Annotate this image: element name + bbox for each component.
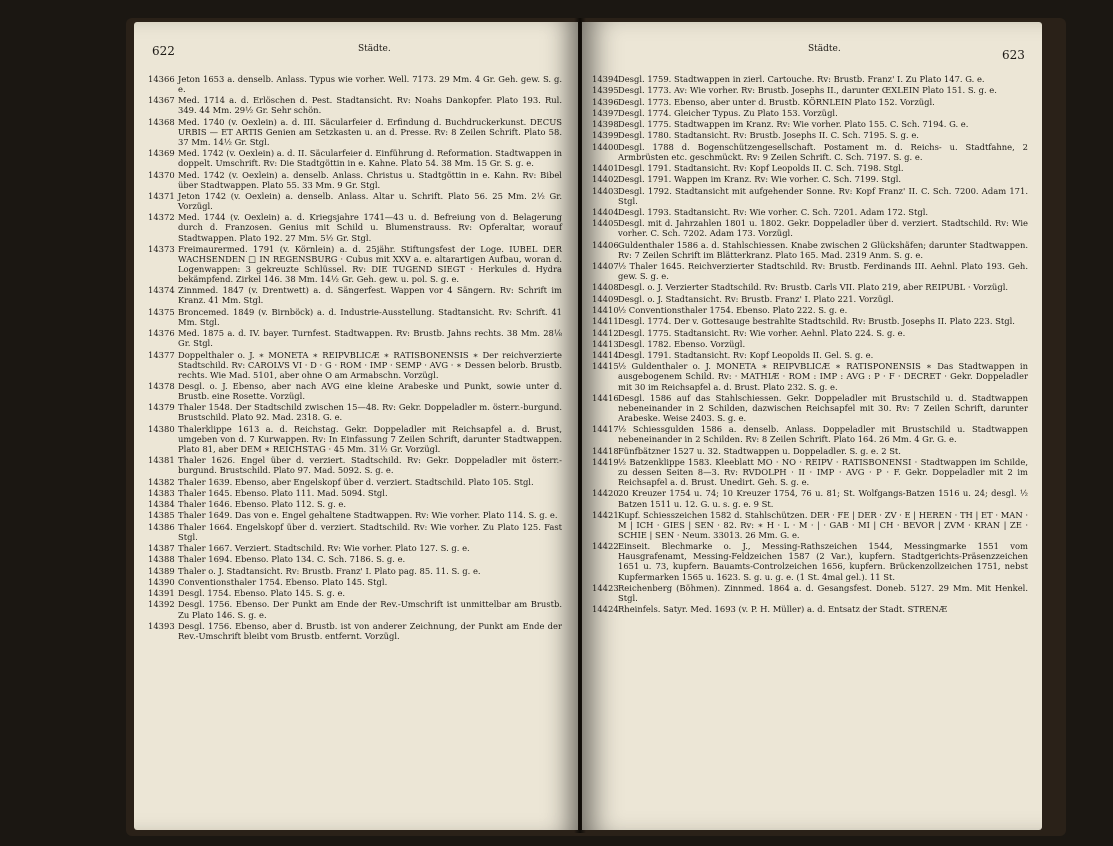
- catalog-entry: [148, 328, 562, 348]
- entry-text: Desgl. 1774. Gleicher Typus. Zu Plato 153. Vorzügl.: [618, 107, 838, 118]
- entry-text: Thaler 1694. Ebenso. Plato 134. C. Sch. 7186. S. g. e.: [178, 554, 406, 565]
- entry-text: Desgl. 1792. Stadtansicht mit aufgehender Sonne. Rv: Kopf Franz' II. C. Sch. 7200. Adam 171. Stgl.: [618, 185, 1028, 206]
- right-page: [582, 22, 1042, 830]
- entry-text: Desgl. 1756. Ebenso, aber d. Brustb. ist von anderer Zeichnung, der Punkt am Ende der Rev.-Umschrift bleibt vom Brustb. entfernt. Vorzügl.: [178, 620, 562, 641]
- entry-text: Desgl. 1759. Stadtwappen in zierl. Cartouche. Rv: Brustb. Franz' I. Zu Plato 147. G. e.: [618, 74, 985, 84]
- entry-number: 14404: [592, 207, 619, 217]
- entry-number: 14390: [148, 576, 175, 587]
- entry-text: Jeton 1653 a. denselb. Anlass. Typus wie vorher. Well. 7173. 29 Mm. 4 Gr. Geh. gew. S. g. e.: [178, 74, 562, 95]
- entry-text: Desgl. 1586 auf das Stahlschiessen. Gekr. Doppeladler mit Brustschild u. d. Stadtwappen nebeneinander in 2 Schilden, dazwischen Reichsapfel mit 30. Rv: 7 Zeilen Schrift, darunter Arabeske. Weise 2403. S. g. e.: [618, 392, 1028, 424]
- entry-number: 14413: [592, 338, 619, 349]
- entry-text: Conventionsthaler 1754. Ebenso. Plato 145. Stgl.: [178, 576, 388, 587]
- page-number: 622: [152, 44, 175, 58]
- entry-text: Freimaurermed. 1791 (v. Körnlein) a. d. 25jähr. Stiftungsfest der Loge. IUBEL DER WACHSENDEN □ IN REGENSBURG · Cubus mit XXV a. e. altarartigen Aufbau, woran d. Logenwappen: 3 gekreuzte Schlüssel. Rv: DIE TUGEND SIEGT · Herkules d. Hydra bekämpfend. Zirkel 146. 38 Mm. 14½ Gr. Geh. gew. u. pol. S. g. e.: [178, 243, 562, 285]
- catalog-entry: [148, 244, 562, 284]
- entry-text: Desgl. 1780. Stadtansicht. Rv: Brustb. Josephs II. C. Sch. 7195. S. g. e.: [618, 130, 919, 141]
- catalog-entry: [592, 186, 1028, 206]
- entry-number: 14411: [592, 316, 619, 327]
- entry-number: 14417: [592, 424, 619, 435]
- catalog-entry: [148, 307, 562, 327]
- entry-text: Med. 1744 (v. Oexlein) a. d. Kriegsjahre 1741—43 u. d. Befreiung von d. Belagerung durch d. Franzosen. Genius mit Schild u. Blumenstrauss. Rv: Opferaltar, worauf Stadtwappen. Plato 192. 27 Mm. 5½ Gr. Stgl.: [178, 212, 562, 243]
- entry-text: Thaler 1626. Engel über d. verziert. Stadtschild. Rv: Gekr. Doppeladler mit österr.-burgund. Brustschild. Plato 97. Mad. 5092. S. g. e.: [178, 455, 562, 476]
- catalog-entry: [148, 510, 562, 520]
- catalog-entry: [592, 328, 1028, 338]
- entry-text: Zinnmed. 1847 (v. Drentwett) a. d. Sängerfest. Wappen vor 4 Sängern. Rv: Schrift im Kranz. 41 Mm. Stgl.: [178, 285, 562, 306]
- entry-text: Desgl. 1775. Stadtansicht. Rv: Wie vorher. Aehnl. Plato 224. S. g. e.: [618, 327, 906, 338]
- entry-number: 14424: [592, 604, 619, 615]
- catalog-entry: [592, 119, 1028, 129]
- catalog-entry: [592, 583, 1028, 603]
- running-head: Städte.: [808, 44, 841, 54]
- entry-number: 14382: [148, 476, 175, 487]
- catalog-entry: [592, 393, 1028, 423]
- entry-text: Desgl. o. J. Stadtansicht. Rv: Brustb. Franz' I. Plato 221. Vorzügl.: [618, 293, 894, 304]
- catalog-entry: [592, 174, 1028, 184]
- entry-number: 14389: [148, 565, 175, 576]
- entry-text: Desgl. 1788 d. Bogenschützengesellschaft. Postament m. d. Reichs- u. Stadtfahne, 2 Armbrüsten etc. geschmückt. Rv: 9 Zeilen Schrift. C. Sch. 7197. S. g. e.: [618, 141, 1028, 162]
- entry-number: 14397: [592, 107, 619, 118]
- entry-number: 14419: [592, 456, 619, 467]
- entry-text: Thaler 1639. Ebenso, aber Engelskopf über d. verziert. Stadtschild. Plato 105. Stgl.: [178, 476, 534, 487]
- entry-number: 14375: [148, 306, 175, 317]
- entry-number: 14399: [592, 130, 619, 141]
- catalog-entry: [148, 566, 562, 576]
- entry-text: Med. 1742 (v. Oexlein) a. denselb. Anlass. Christus u. Stadtgöttin in e. Kahn. Rv: Bibel über Stadtwappen. Plato 55. 33 Mm. 9 Gr. Stgl.: [178, 169, 562, 190]
- entry-text: Thaler o. J. Stadtansicht. Rv: Brustb. Franz' I. Plato pag. 85. 11. S. g. e.: [178, 565, 481, 576]
- catalog-entry: [592, 294, 1028, 304]
- entry-number: 14395: [592, 85, 619, 96]
- catalog-entry: [592, 424, 1028, 444]
- entry-text: Desgl. mit d. Jahrzahlen 1801 u. 1802. Gekr. Doppeladler über d. verziert. Stadtschild. Rv: Wie vorher. C. Sch. 7202. Adam 173. Vorzügl.: [618, 218, 1028, 239]
- entry-text: ½ Thaler 1645. Reichverzierter Stadtschild. Rv: Brustb. Ferdinands III. Aehnl. Plato 193. Geh. gew. S. g. e.: [618, 261, 1028, 282]
- entry-text: Einseit. Blechmarke o. J., Messing-Rathszeichen 1544, Messingmarke 1551 vom Hausgrafenamt, Messing-Feldzeichen 1587 (2 Var.), kupfern. Stadtgerichts-Präsenzzeichen 1651 u. 73, kupfern. Bauamts-Controlzeichen 1656, kupfern. Brückenzollzeichen 1751, nebst Kupfermarken 1565 u. 1623. S. g. u. g. e. (1 St. 4mal gel.). 11 St.: [618, 541, 1028, 582]
- entry-number: 14400: [592, 141, 619, 152]
- entry-number: 14410: [592, 304, 619, 315]
- entry-number: 14401: [592, 163, 619, 174]
- entry-number: 14374: [148, 285, 175, 296]
- catalog-entry: [148, 455, 562, 475]
- entry-text: Fünfbätzner 1527 u. 32. Stadtwappen u. Doppeladler. S. g. e. 2 St.: [618, 445, 901, 456]
- entry-text: Thaler 1646. Ebenso. Plato 112. S. g. e.: [178, 499, 347, 510]
- entry-number: 14391: [148, 588, 175, 599]
- catalog-entry: [148, 148, 562, 168]
- entry-text: ½ Batzenklippe 1583. Kleeblatt MO · NO · REIPV · RATISBONENSI · Stadtwappen im Schilde, zu dessen Seiten 8—3. Rv: RVDOLPH · II · IMP · AVG · P · F. Gekr. Doppeladler mit 2 im Reichsapfel a. d. Brust. Unedirt. Geh. S. g. e.: [618, 456, 1028, 488]
- catalog-entry: [148, 599, 562, 619]
- entry-text: Rheinfels. Satyr. Med. 1693 (v. P. H. Müller) a. d. Entsatz der Stadt. STRENÆ: [618, 604, 948, 615]
- catalog-entry: [592, 130, 1028, 140]
- entry-number: 14373: [148, 243, 175, 254]
- catalog-entry: [592, 142, 1028, 162]
- entry-number: 14406: [592, 239, 619, 250]
- entry-number: 14381: [148, 455, 175, 466]
- catalog-entry: [148, 554, 562, 564]
- catalog-entry: [148, 191, 562, 211]
- entry-number: 14394: [592, 74, 619, 84]
- catalog-entry: [592, 261, 1028, 281]
- entry-number: 14412: [592, 327, 619, 338]
- entry-text: Thaler 1645. Ebenso. Plato 111. Mad. 5094. Stgl.: [178, 487, 388, 498]
- entry-number: 14420: [592, 488, 619, 499]
- entry-number: 14383: [148, 487, 175, 498]
- catalog-entry: [592, 316, 1028, 326]
- entry-number: 14386: [148, 521, 175, 532]
- entry-number: 14388: [148, 554, 175, 565]
- entry-text: Med. 1740 (v. Oexlein) a. d. III. Säcularfeier d. Erfindung d. Buchdruckerkunst. DECUS URBIS — ET ARTIS Genien am Setzkasten u. an d. Presse. Rv: 8 Zeilen Schrift. Plato 58. 37 Mm. 14½ Gr. Stgl.: [178, 116, 562, 147]
- running-head: Städte.: [358, 44, 391, 54]
- entry-number: 14409: [592, 293, 619, 304]
- entry-number: 14367: [148, 95, 175, 106]
- catalog-entry: [148, 350, 562, 380]
- entry-number: 14414: [592, 350, 619, 361]
- entry-number: 14398: [592, 119, 619, 130]
- catalog-entry: [148, 381, 562, 401]
- entry-number: 14393: [148, 620, 175, 631]
- page-number: 623: [1002, 48, 1025, 62]
- entry-text: Desgl. o. J. Ebenso, aber nach AVG eine kleine Arabeske und Punkt, sowie unter d. Brustb. eine Rosette. Vorzügl.: [178, 380, 562, 402]
- entry-number: 14422: [592, 541, 619, 552]
- entry-number: 14418: [592, 445, 619, 456]
- catalog-entry: [592, 218, 1028, 238]
- entry-number: 14403: [592, 185, 619, 196]
- catalog-entry: [592, 604, 1028, 614]
- entry-text: Jeton 1742 (v. Oexlein) a. denselb. Anlass. Altar u. Schrift. Plato 56. 25 Mm. 2½ Gr. Vorzügl.: [178, 190, 562, 212]
- catalog-entry: [592, 240, 1028, 260]
- entry-number: 14377: [148, 349, 175, 360]
- catalog-entry: [592, 488, 1028, 508]
- entry-text: Desgl. 1791. Stadtansicht. Rv: Kopf Leopolds II. C. Sch. 7198. Stgl.: [618, 163, 904, 174]
- catalog-entry: [592, 282, 1028, 292]
- entry-number: 14385: [148, 510, 175, 521]
- entry-number: 14371: [148, 190, 175, 201]
- catalog-entry: [592, 74, 1028, 84]
- entry-number: 14366: [148, 74, 175, 84]
- catalog-entry: [592, 108, 1028, 118]
- catalog-entry: [592, 446, 1028, 456]
- entry-number: 14416: [592, 392, 619, 403]
- catalog-entry: [592, 85, 1028, 95]
- entry-number: 14368: [148, 116, 175, 127]
- entry-text: Thaler 1664. Engelskopf über d. verziert. Stadtschild. Rv: Wie vorher. Zu Plato 125. Fast Stgl.: [178, 521, 562, 542]
- entry-number: 14405: [592, 218, 619, 229]
- entry-text: Desgl. 1782. Ebenso. Vorzügl.: [618, 338, 746, 349]
- catalog-entry: [148, 488, 562, 498]
- entry-number: 14387: [148, 543, 175, 554]
- catalog-entry: [148, 170, 562, 190]
- entry-text: Desgl. 1791. Wappen im Kranz. Rv: Wie vorher. C. Sch. 7199. Stgl.: [618, 174, 902, 185]
- entry-number: 14392: [148, 599, 175, 610]
- entry-number: 14415: [592, 361, 619, 372]
- catalog-entry: [148, 117, 562, 147]
- catalog-entry: [592, 361, 1028, 391]
- left-page: [134, 22, 578, 830]
- entry-text: Med. 1875 a. d. IV. bayer. Turnfest. Stadtwappen. Rv: Brustb. Jahns rechts. 38 Mm. 28⅛ Gr. Stgl.: [178, 328, 562, 349]
- entry-text: Reichenberg (Böhmen). Zinnmed. 1864 a. d. Gesangsfest. Doneb. 5127. 29 Mm. Mit Henkel. Stgl.: [618, 582, 1028, 603]
- entry-text: Desgl. 1791. Stadtansicht. Rv: Kopf Leopolds II. Gel. S. g. e.: [618, 350, 874, 361]
- entry-number: 14402: [592, 174, 619, 185]
- entry-text: 20 Kreuzer 1754 u. 74; 10 Kreuzer 1754, 76 u. 81; St. Wolfgangs-Batzen 1516 u. 24; desgl. ½ Batzen 1511 u. 12. G. u. s. g. e. 9 St.: [618, 488, 1028, 509]
- catalog-entry: [148, 499, 562, 509]
- catalog-entry: [592, 305, 1028, 315]
- entry-number: 14376: [148, 328, 175, 339]
- catalog-entry: [148, 477, 562, 487]
- entry-number: 14408: [592, 282, 619, 293]
- catalog-entry: [148, 577, 562, 587]
- catalog-entry: [148, 212, 562, 242]
- catalog-entry: [592, 350, 1028, 360]
- entry-text: Thaler 1667. Verziert. Stadtschild. Rv: Wie vorher. Plato 127. S. g. e.: [178, 543, 470, 554]
- catalog-entry: [148, 424, 562, 454]
- entry-number: 14380: [148, 423, 175, 434]
- entry-number: 14369: [148, 148, 175, 159]
- entry-number: 14421: [592, 509, 619, 520]
- entry-number: 14372: [148, 212, 175, 223]
- catalog-entry: [148, 543, 562, 553]
- entry-text: Desgl. 1754. Ebenso. Plato 145. S. g. e.: [178, 588, 346, 599]
- entry-number: 14423: [592, 582, 619, 593]
- entry-list: [148, 74, 562, 642]
- entry-text: Med. 1742 (v. Oexlein) a. d. II. Säcularfeier d. Einführung d. Reformation. Stadtwappen in doppelt. Umschrift. Rv: Die Stadtgöttin in e. Kahne. Plato 54. 38 Mm. 15 Gr. S. g. e.: [178, 148, 562, 169]
- entry-text: Med. 1714 a. d. Erlöschen d. Pest. Stadtansicht. Rv: Noahs Dankopfer. Plato 193. Rul. 349. 44 Mm. 29½ Gr. Sehr schön.: [178, 95, 562, 116]
- entry-text: Thaler 1649. Das von e. Engel gehaltene Stadtwappen. Rv: Wie vorher. Plato 114. S. g. e.: [178, 510, 558, 521]
- entry-text: Guldenthaler 1586 a. d. Stahlschiessen. Knabe zwischen 2 Glückshäfen; darunter Stadtwappen. Rv: 7 Zeilen Schrift im Blätterkranz. Plato 165. Mad. 2319 Anm. S. g. e.: [618, 239, 1028, 260]
- entry-number: 14396: [592, 96, 619, 107]
- entry-text: Desgl. 1773. Av: Wie vorher. Rv: Brustb. Josephs II., darunter ŒXLEIN Plato 151. S. g. e.: [618, 85, 997, 96]
- catalog-entry: [592, 339, 1028, 349]
- catalog-entry: [148, 95, 562, 115]
- entry-text: Desgl. 1756. Ebenso. Der Punkt am Ende der Rev.-Umschrift ist unmittelbar am Brustb. Zu Plato 146. S. g. e.: [178, 599, 562, 620]
- entry-text: ½ Guldenthaler o. J. MONETA ∗ REIPVBLICÆ ∗ RATISPONENSIS ∗ Das Stadtwappen in ausgebogenem Schild. Rv: · MATHIÆ · ROM : IMP : AVG : P · F · DECRET · Gekr. Doppeladler mit 30 im Reichsapfel a. d. Brust. Plato 232. S. g. e.: [618, 361, 1028, 392]
- entry-number: 14370: [148, 169, 175, 180]
- catalog-entry: [148, 621, 562, 641]
- entry-text: Kupf. Schiesszeichen 1582 d. Stahlschützen. DER · FE | DER · ZV · E | HEREN · TH | ET · MAN · M | ICH · GIES | SEN · 82. Rv: ∗ H · L · M · | · GAB · MI | CH · BEVOR | ZVM · KRAN | ZE · SCHIE | SEN · Neum. 33013. 26 Mm. G. e.: [618, 509, 1028, 540]
- catalog-entry: [148, 74, 562, 94]
- entry-number: 14384: [148, 499, 175, 510]
- entry-text: Desgl. 1775. Stadtwappen im Kranz. Rv: Wie vorher. Plato 155. C. Sch. 7194. G. e.: [618, 119, 969, 130]
- entry-list: [592, 74, 1028, 616]
- entry-number: 14379: [148, 402, 175, 413]
- catalog-entry: [592, 510, 1028, 540]
- catalog-entry: [592, 97, 1028, 107]
- catalog-entry: [148, 522, 562, 542]
- entry-text: Desgl. 1793. Stadtansicht. Rv: Wie vorher. C. Sch. 7201. Adam 172. Stgl.: [618, 207, 929, 217]
- catalog-entry: [148, 588, 562, 598]
- entry-text: Doppelthaler o. J. ∗ MONETA ∗ REIPVBLICÆ ∗ RATISBONENSIS ∗ Der reichverzierte Stadtschild. Rv: CAROLVS VI · D · G · ROM · IMP · SEMP · AVG · ∗ Dessen belorb. Brustb. rechts. Wie Mad. 5101, aber ohne O am Armabschn. Vorzügl.: [178, 349, 562, 380]
- entry-text: Thalerklippe 1613 a. d. Reichstag. Gekr. Doppeladler mit Reichsapfel a. d. Brust, umgeben von d. 7 Kurwappen. Rv: In Einfassung 7 Zeilen Schrift, darunter Stadtwappen. Plato 81, aber DEM ∗ REICHSTAG · 45 Mm. 31½ Gr. Vorzügl.: [178, 423, 562, 454]
- catalog-entry: [592, 207, 1028, 217]
- entry-text: Desgl. 1774. Der v. Gottesauge bestrahlte Stadtschild. Rv: Brustb. Josephs II. Plato 223. Stgl.: [618, 316, 1015, 327]
- entry-text: Thaler 1548. Der Stadtschild zwischen 15—48. Rv: Gekr. Doppeladler m. österr.-burgund. Brustschild. Plato 92. Mad. 2318. G. e.: [178, 402, 562, 423]
- entry-text: Desgl. o. J. Verzierter Stadtschild. Rv: Brustb. Carls VII. Plato 219, aber REIPUBL · Vorzügl.: [618, 282, 1009, 293]
- entry-number: 14378: [148, 380, 175, 391]
- catalog-entry: [148, 402, 562, 422]
- catalog-entry: [592, 541, 1028, 581]
- entry-text: Broncemed. 1849 (v. Birnböck) a. d. Industrie-Ausstellung. Stadtansicht. Rv: Schrift. 41 Mm. Stgl.: [178, 306, 562, 327]
- catalog-entry: [148, 285, 562, 305]
- entry-number: 14407: [592, 261, 619, 272]
- entry-text: ½ Schiessgulden 1586 a. denselb. Anlass. Doppeladler mit Brustschild u. Stadtwappen nebeneinander in 2 Schilden. Rv: 8 Zeilen Schrift. Plato 164. 26 Mm. 4 Gr. G. e.: [618, 424, 1028, 445]
- catalog-entry: [592, 163, 1028, 173]
- entry-text: Desgl. 1773. Ebenso, aber unter d. Brustb. KÖRNLEIN Plato 152. Vorzügl.: [618, 96, 935, 107]
- entry-text: ½ Conventionsthaler 1754. Ebenso. Plato 222. S. g. e.: [618, 304, 848, 315]
- catalog-entry: [592, 457, 1028, 487]
